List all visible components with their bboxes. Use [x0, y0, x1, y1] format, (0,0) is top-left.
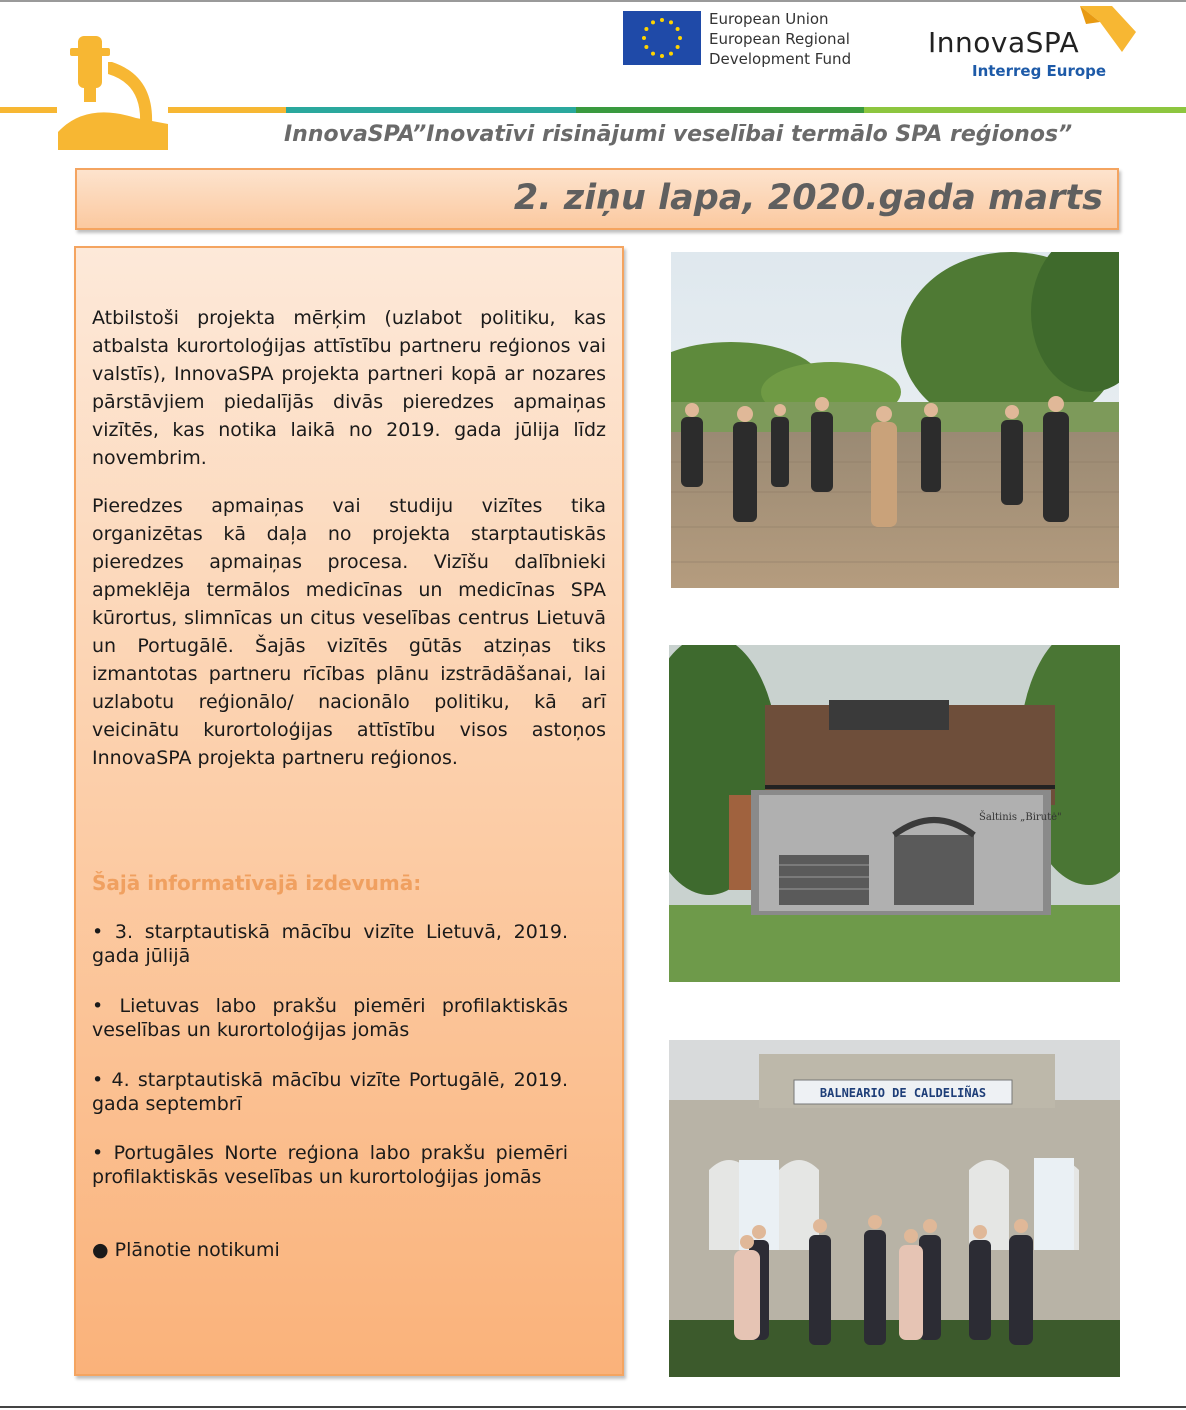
eu-fund-label [709, 9, 851, 69]
spa-building-photo [669, 645, 1120, 982]
header-bar-yellow [168, 107, 286, 113]
contents-item: ● Plānotie notikumi [92, 1239, 280, 1261]
eu-line: European Regional [709, 30, 850, 48]
header-bar-teal [286, 107, 576, 113]
eu-flag-icon [623, 11, 701, 65]
balneario-group-photo [669, 1040, 1120, 1377]
top-border [0, 0, 1186, 2]
contents-item: • 3. starptautiskā mācību vizīte Lietuvā, 2019. gada jūlijā [92, 921, 568, 967]
microscope-icon [56, 32, 170, 150]
balneario-sign: BALNEARIO DE CALDELIÑAS [819, 1086, 987, 1100]
mural-caption: Šaltinis „Birutė" [979, 812, 1062, 823]
newsletter-title-box [75, 168, 1119, 230]
eu-line: European Union [709, 10, 829, 28]
contents-heading: Šajā informatīvajā izdevumā: [92, 871, 422, 895]
eu-line: Development Fund [709, 50, 852, 68]
interreg-label: Interreg Europe [972, 62, 1107, 80]
header-bar-lime [864, 107, 1186, 113]
header-bar-green [576, 107, 864, 113]
innovaspa-logo-text: InnovaSPA [928, 26, 1080, 59]
project-tagline: InnovaSPA”Inovatīvi risinājumi veselībai termālo SPA reģionos” [284, 122, 1073, 147]
contents-item: • Portugāles Norte reģiona labo prakšu piemēri profilaktiskās veselības un kurortoloģijas jomās [92, 1142, 568, 1188]
contents-item: • Lietuvas labo prakšu piemēri profilaktiskās veselības un kurortoloģijas jomās [92, 995, 568, 1041]
bottom-border [0, 1406, 1186, 1408]
group-visit-photo [671, 252, 1119, 588]
header-bar-yellow-left [0, 107, 57, 113]
content-panel [74, 246, 624, 1376]
contents-item: • 4. starptautiskā mācību vizīte Portugālē, 2019. gada septembrī [92, 1069, 568, 1115]
newsletter-title: 2. ziņu lapa, 2020.gada marts [513, 178, 1103, 218]
intro-paragraph: Pieredzes apmaiņas vai studiju vizītes tika organizētas kā daļa no projekta starptautiskās pieredzes apmaiņas procesa. Vizīšu dalībnieki apmeklēja termālos medicīnas un medicīnas SPA kūrortus, slimnīcas un citus veselības centrus Lietuvā un Portugālē. Šajās vizītēs gūtās atziņas tiks izmantotas partneru rīcības plānu izstrādāšanai, lai uzlabotu reģionālo/ nacionālo politiku, kā arī veicinātu kurortoloģijas attīstību visos astoņos InnovaSPA projekta partneru reģionos. [92, 495, 606, 769]
intro-paragraph: Atbilstoši projekta mērķim (uzlabot politiku, kas atbalsta kurortoloģijas attīstību partneru reģionos vai valstīs), InnovaSPA projekta partneri kopā ar nozares pārstāvjiem piedalījās divās pieredzes apmaiņas vizītēs, kas notika laikā no 2019. gada jūlija līdz novembrim. [92, 307, 606, 469]
